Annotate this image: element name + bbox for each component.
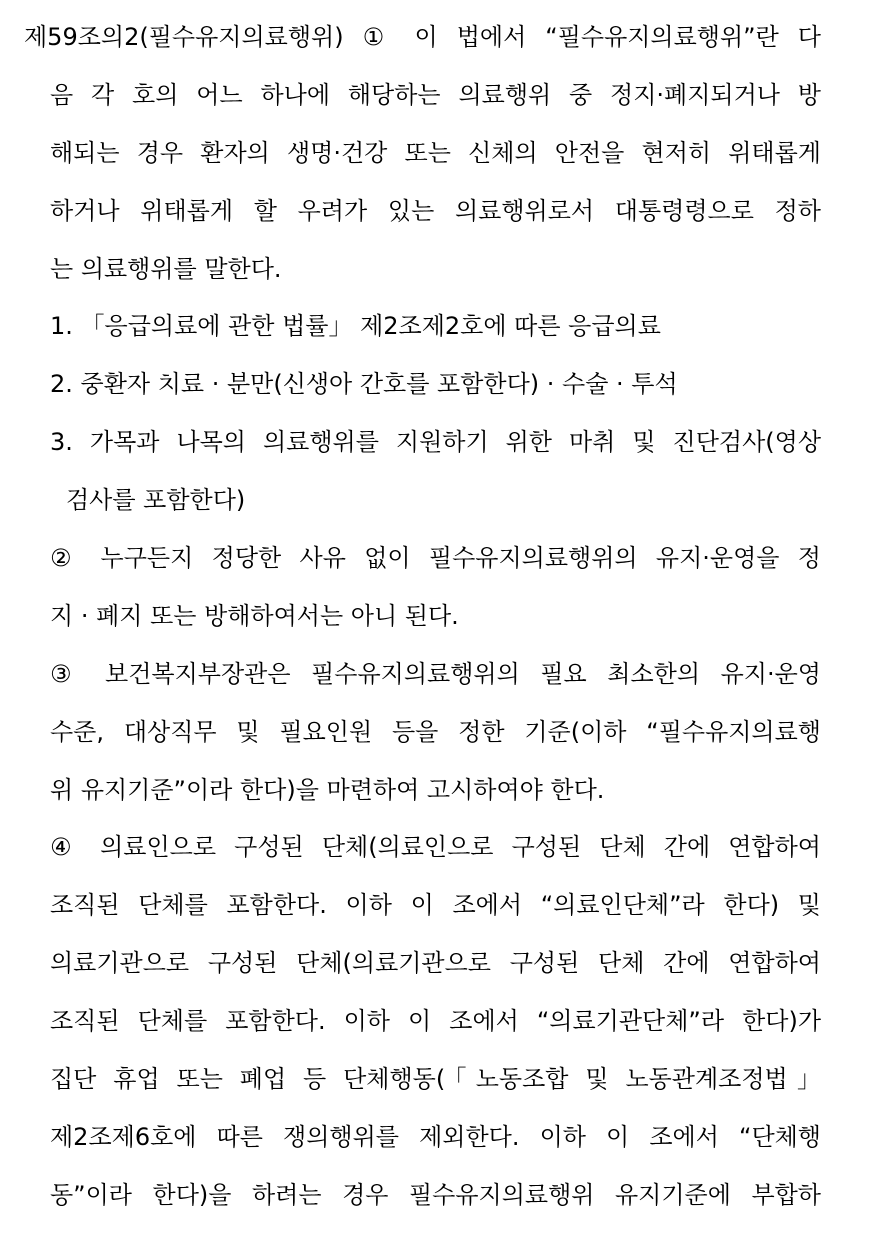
list-item-1: 1. 「응급의료에 관한 법률」 제2조제2호에 따른 응급의료 xyxy=(50,312,661,341)
paragraph-4-line: 제2조제6호에 따른 쟁의행위를 제외한다. 이하 이 조에서 “단체행 xyxy=(50,1122,821,1151)
paragraph-4-line: 조직된 단체를 포함한다. 이하 이 조에서 “의료기관단체”라 한다)가 xyxy=(50,1007,821,1036)
paragraph-2-line: 지 · 폐지 또는 방해하여서는 아니 된다. xyxy=(50,601,459,630)
paragraph-3-line: 수준, 대상직무 및 필요인원 등을 정한 기준(이하 “필수유지의료행 xyxy=(50,717,821,746)
paragraph-4-line: ④ 의료인으로 구성된 단체(의료인으로 구성된 단체 간에 연합하여 xyxy=(50,833,821,862)
list-item-3-continuation: 검사를 포함한다) xyxy=(66,486,246,515)
paragraph-4-line: 의료기관으로 구성된 단체(의료기관으로 구성된 단체 간에 연합하여 xyxy=(50,949,821,978)
paragraph-3-line: 위 유지기준”이라 한다)을 마련하여 고시하여야 한다. xyxy=(50,775,605,804)
paragraph-1-line: 해되는 경우 환자의 생명·건강 또는 신체의 안전을 현저히 위태롭게 xyxy=(50,138,821,167)
paragraph-1-line: 음 각 호의 어느 하나에 해당하는 의료행위 중 정지·폐지되거나 방 xyxy=(50,80,821,109)
paragraph-1-line: 하거나 위태롭게 할 우려가 있는 의료행위로서 대통령령으로 정하 xyxy=(50,196,821,225)
article-heading-line: 제59조의2(필수유지의료행위) ① 이 법에서 “필수유지의료행위”란 다 xyxy=(24,23,821,51)
paragraph-3-line: ③ 보건복지부장관은 필수유지의료행위의 필요 최소한의 유지·운영 xyxy=(50,659,821,688)
list-item-3: 3. 가목과 나목의 의료행위를 지원하기 위한 마취 및 진단검사(영상 xyxy=(50,428,821,457)
list-item-2: 2. 중환자 치료 · 분만(신생아 간호를 포함한다) · 수술 · 투석 xyxy=(50,370,678,399)
paragraph-4-line: 조직된 단체를 포함한다. 이하 이 조에서 “의료인단체”라 한다) 및 xyxy=(50,891,821,920)
paragraph-4-line: 집단 휴업 또는 폐업 등 단체행동(「노동조합 및 노동관계조정법」 xyxy=(50,1065,821,1094)
paragraph-4-line: 동”이라 한다)을 하려는 경우 필수유지의료행위 유지기준에 부합하 xyxy=(50,1180,821,1209)
paragraph-2-line: ② 누구든지 정당한 사유 없이 필수유지의료행위의 유지·운영을 정 xyxy=(50,544,821,573)
paragraph-1-line: 는 의료행위를 말한다. xyxy=(50,254,282,283)
